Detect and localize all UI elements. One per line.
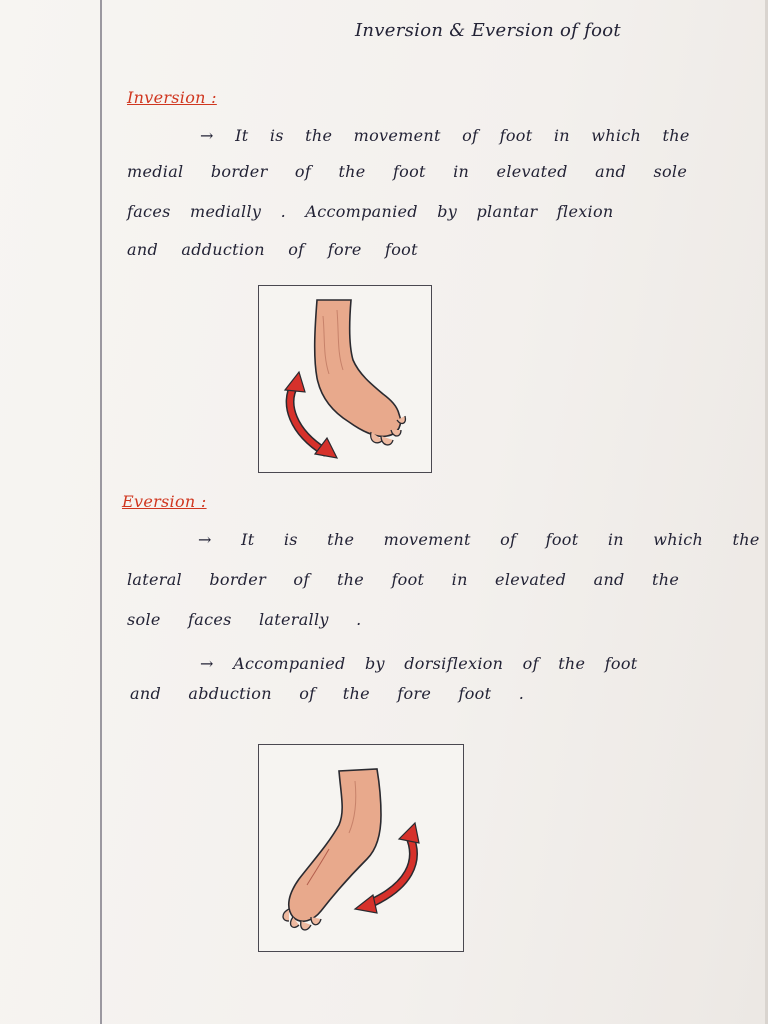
eversion-figure bbox=[258, 744, 464, 952]
inversion-figure bbox=[258, 285, 432, 473]
eversion-line-2: lateral border of the foot in elevated and the bbox=[127, 570, 680, 589]
eversion-line-4: → Accompanied by dorsiflexion of the foot bbox=[200, 654, 638, 673]
inversion-line-3: faces medially . Accompanied by plantar flexion bbox=[127, 202, 614, 221]
inversion-heading: Inversion : bbox=[127, 88, 217, 107]
eversion-heading: Eversion : bbox=[122, 492, 207, 511]
inversion-line-1: → It is the movement of foot in which the bbox=[200, 126, 690, 145]
margin-line bbox=[100, 0, 102, 1024]
eversion-line-1: → It is the movement of foot in which the bbox=[198, 530, 760, 549]
inversion-line-4: and adduction of fore foot bbox=[127, 240, 418, 259]
foot-eversion-icon bbox=[259, 745, 463, 951]
inversion-line-2: medial border of the foot in elevated and sole bbox=[127, 162, 688, 181]
eversion-line-3: sole faces laterally . bbox=[127, 610, 362, 629]
foot-inversion-icon bbox=[259, 286, 431, 472]
eversion-line-5: and abduction of the fore foot . bbox=[130, 684, 525, 703]
page-title: Inversion & Eversion of foot bbox=[355, 20, 621, 41]
